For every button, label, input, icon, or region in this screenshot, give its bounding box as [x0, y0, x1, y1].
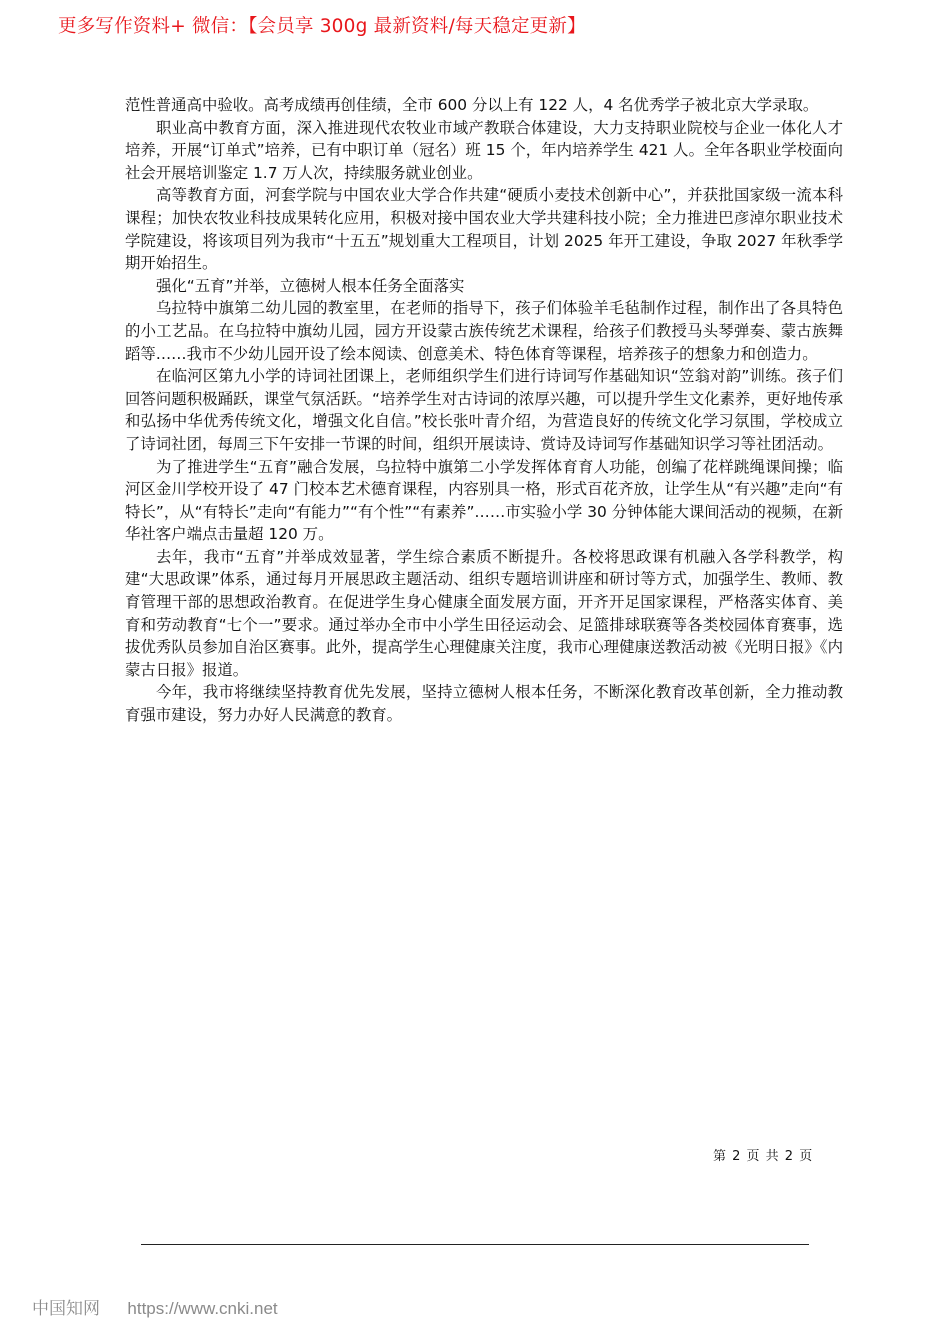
watermark-url: https://www.cnki.net	[127, 1299, 278, 1318]
watermark-name: 中国知网	[32, 1299, 100, 1319]
paragraph: 在临河区第九小学的诗词社团课上，老师组织学生们进行诗词写作基础知识“笠翁对韵”训练。孩子们回答问题积极踊跃，课堂气氛活跃。“培养学生对古诗词的浓厚兴趣，可以提升学生文化素养，更好地传承和弘扬中华优秀传统文化，增强文化自信。”校长张叶青介绍，为营造良好的传统文化学习氛围，学校成立了诗词社团，每周三下午安排一节课的时间，组织开展读诗、赏诗及诗词写作基础知识学习等社团活动。	[125, 367, 843, 453]
page-number: 第 2 页 共 2 页	[713, 1149, 814, 1164]
paragraph: 乌拉特中旗第二幼儿园的教室里，在老师的指导下，孩子们体验羊毛毡制作过程，制作出了各具特色的小工艺品。在乌拉特中旗幼儿园，园方开设蒙古族传统艺术课程，给孩子们教授马头琴弹奏、蒙古族舞蹈等……我市不少幼儿园开设了绘本阅读、创意美术、特色体育等课程，培养孩子的想象力和创造力。	[125, 299, 843, 363]
footer-divider	[141, 1244, 809, 1245]
paragraph: 高等教育方面，河套学院与中国农业大学合作共建“硬质小麦技术创新中心”，并获批国家级一流本科课程；加快农牧业科技成果转化应用，积极对接中国农业大学共建科技小院；全力推进巴彦淖尔职业技术学院建设，将该项目列为我市“十五五”规划重大工程项目，计划 2025 年开工建设，争取 2027 年秋季学期开始招生。	[125, 186, 843, 273]
document-body	[125, 94, 843, 727]
paragraph: 今年，我市将继续坚持教育优先发展，坚持立德树人根本任务，不断深化教育改革创新，全力推动教育强市建设，努力办好人民满意的教育。	[125, 683, 843, 725]
paragraph: 去年，我市“五育”并举成效显著，学生综合素质不断提升。各校将思政课有机融入各学科教学，构建“大思政课”体系，通过每月开展思政主题活动、组织专题培训讲座和研讨等方式，加强学生、教师、教育管理干部的思想政治教育。在促进学生身心健康全面发展方面，开齐开足国家课程，严格落实体育、美育和劳动教育“七个一”要求。通过举办全市中小学生田径运动会、足篮排球联赛等各类校园体育赛事，选拔优秀队员参加自治区赛事。此外，提高学生心理健康关注度，我市心理健康送教活动被《光明日报》《内蒙古日报》报道。	[125, 547, 843, 679]
section-heading: 强化“五育”并举，立德树人根本任务全面落实	[156, 276, 465, 295]
paragraph: 范性普通高中验收。高考成绩再创佳绩，全市 600 分以上有 122 人，4 名优秀学子被北京大学录取。	[125, 96, 819, 114]
watermark	[32, 1294, 278, 1319]
paragraph: 职业高中教育方面，深入推进现代农牧业市域产教联合体建设，大力支持职业院校与企业一体化人才培养，开展“订单式”培养，已有中职订单（冠名）班 15 个，年内培养学生 421 人。全年各职业学校面向社会开展培训鉴定 1.7 万人次，持续服务就业创业。	[125, 118, 843, 182]
promo-banner: 更多写作资料+ 微信：【会员享 300g 最新资料/每天稳定更新】	[58, 16, 586, 37]
paragraph: 为了推进学生“五育”融合发展，乌拉特中旗第二小学发挥体育育人功能，创编了花样跳绳课间操；临河区金川学校开设了 47 门校本艺术德育课程，内容别具一格，形式百花齐放，让学生从“有兴趣”走向“有特长”，从“有特长”走向“有能力”“有个性”“有素养”……市实验小学 30 分钟体能大课间活动的视频，在新华社客户端点击量超 120 万。	[125, 457, 843, 544]
